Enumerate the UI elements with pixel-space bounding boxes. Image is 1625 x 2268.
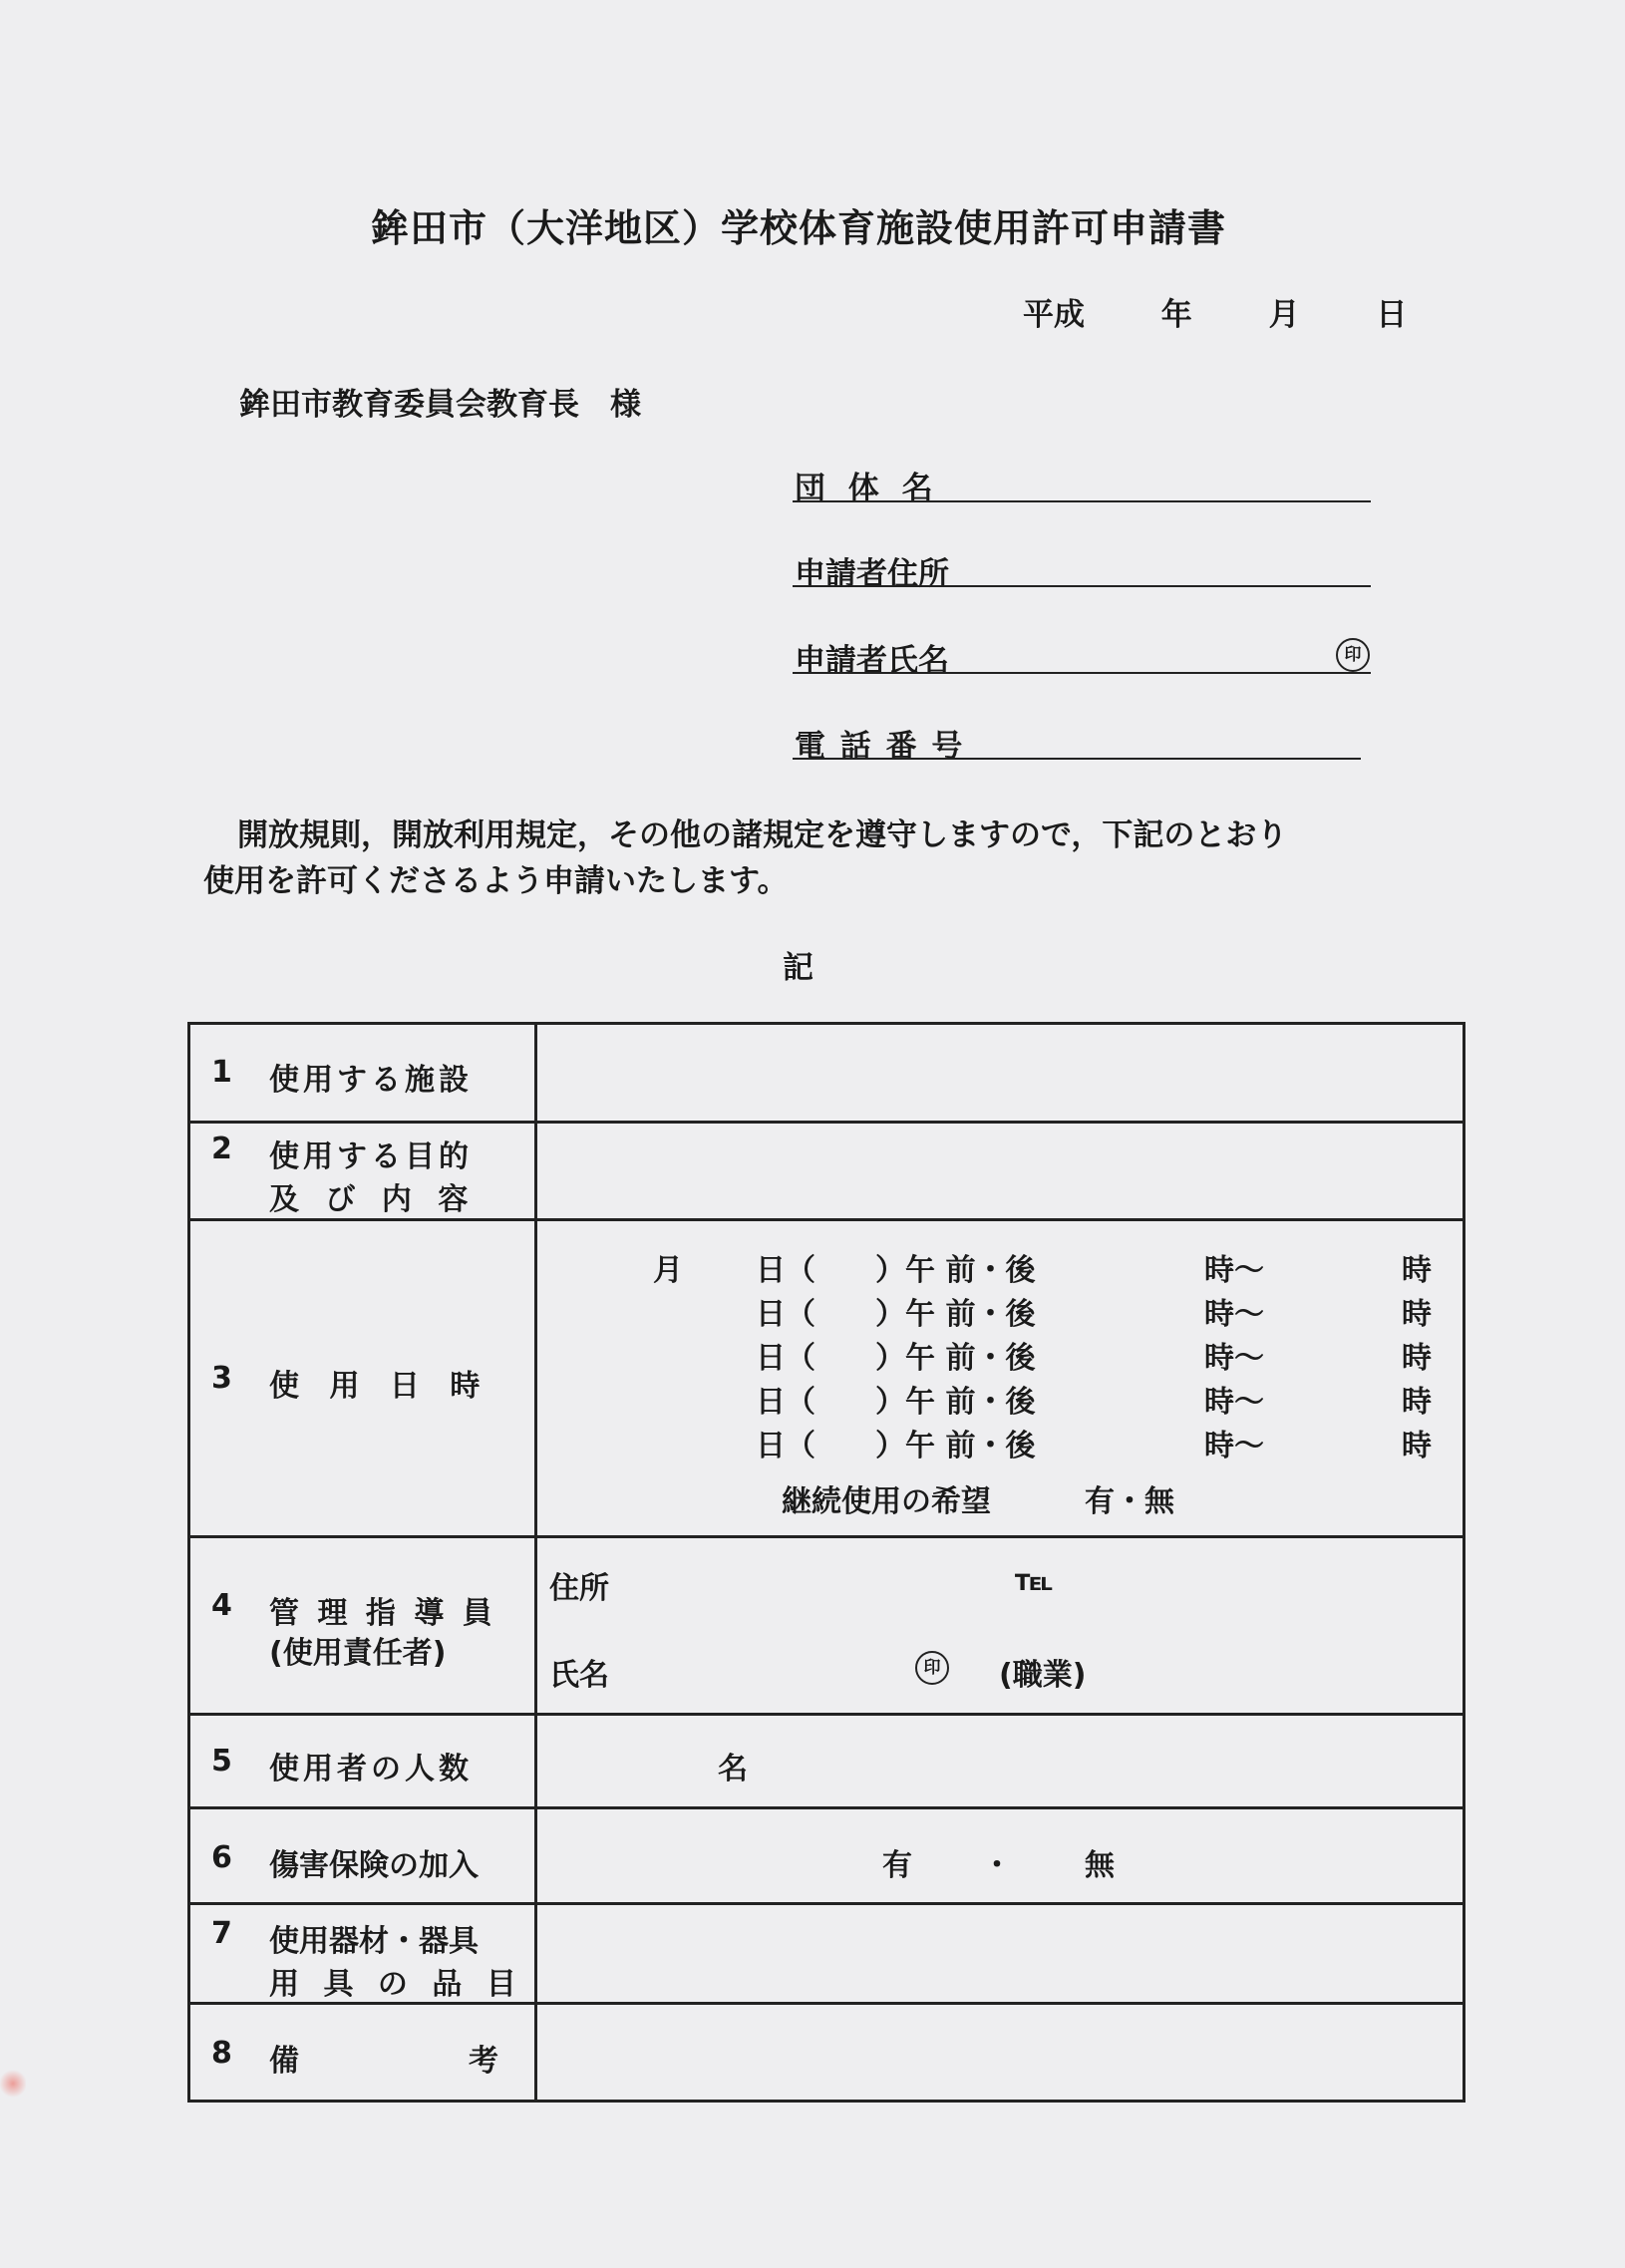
- table-rule: [187, 1902, 1465, 1905]
- day-paren: 日（ ）: [756, 1429, 905, 1463]
- intro-line-1: 開放規則，開放利用規定，その他の諸規定を遵守しますので，下記のとおり: [237, 817, 1288, 853]
- row-5-number: 5: [211, 1744, 232, 1779]
- phone-label: 電 話 番 号: [795, 729, 965, 765]
- continuous-use-choice[interactable]: 有・無: [1085, 1484, 1174, 1519]
- row-7-label-1: 使用器材・器具: [269, 1924, 479, 1959]
- day-unit: 日: [1376, 297, 1408, 333]
- addressee: 鉾田市教育委員会教育長 様: [239, 387, 641, 423]
- group-name-label: 団 体 名: [795, 471, 939, 506]
- phone-field[interactable]: [793, 758, 1361, 760]
- table-column-divider: [534, 1022, 537, 2103]
- equipment-field[interactable]: [540, 1907, 1458, 1997]
- day-paren: 日（ ）: [756, 1297, 905, 1332]
- row-3-label: 使 用 日 時: [269, 1369, 490, 1404]
- date-line[interactable]: [756, 1377, 1432, 1421]
- row-6-label: 傷害保険の加入: [269, 1848, 479, 1883]
- am-pm: 午 前・後: [905, 1297, 1036, 1332]
- am-pm: 午 前・後: [905, 1253, 1036, 1288]
- row-2-label-2: 及 び 内 容: [269, 1182, 477, 1217]
- row-7-number: 7: [211, 1916, 232, 1951]
- applicant-address-label: 申請者住所: [795, 556, 949, 592]
- group-name-field[interactable]: [793, 500, 1371, 502]
- table-border-left: [187, 1022, 190, 2103]
- from-hour: 時〜: [1204, 1429, 1264, 1463]
- row-1-label: 使用する施設: [269, 1063, 473, 1098]
- date-line[interactable]: [756, 1333, 1432, 1377]
- supervisor-seal-icon: 印: [915, 1651, 949, 1685]
- row-3-number: 3: [211, 1361, 232, 1396]
- table-rule: [187, 1218, 1465, 1221]
- insurance-no[interactable]: 無: [1085, 1848, 1115, 1883]
- row-4-number: 4: [211, 1588, 232, 1623]
- am-pm: 午 前・後: [905, 1385, 1036, 1420]
- era-label: 平成: [1023, 297, 1085, 333]
- year-unit: 年: [1160, 297, 1192, 333]
- purpose-field[interactable]: [540, 1126, 1458, 1215]
- table-rule: [187, 1713, 1465, 1716]
- supervisor-address-label: 住所: [549, 1571, 609, 1606]
- table-rule: [187, 1121, 1465, 1124]
- from-hour: 時〜: [1204, 1341, 1264, 1376]
- occupation-label: (職業): [999, 1658, 1087, 1693]
- row-5-label: 使用者の人数: [269, 1752, 473, 1786]
- month-label: 月: [653, 1253, 683, 1288]
- from-hour: 時〜: [1204, 1253, 1264, 1288]
- to-hour: 時: [1402, 1385, 1432, 1420]
- table-rule: [187, 1022, 1465, 1025]
- row-4-label-1: 管 理 指 導 員: [269, 1596, 496, 1631]
- am-pm: 午 前・後: [905, 1341, 1036, 1376]
- row-4-label-2: (使用責任者): [269, 1636, 447, 1671]
- facility-field[interactable]: [540, 1027, 1458, 1117]
- date-line: [1023, 289, 1407, 334]
- row-7-label-2: 用 具 の 品 目: [269, 1967, 523, 2002]
- applicant-name-label: 申請者氏名: [795, 643, 949, 679]
- month-unit: 月: [1268, 297, 1300, 333]
- row-8-label-left: 備: [269, 2044, 299, 2079]
- continuous-use-label: 継続使用の希望: [782, 1484, 991, 1519]
- form-title: 鉾田市（大洋地区）学校体育施設使用許可申請書: [371, 206, 1227, 250]
- row-2-label-1: 使用する目的: [269, 1139, 473, 1174]
- day-paren: 日（ ）: [756, 1341, 905, 1376]
- to-hour: 時: [1402, 1253, 1432, 1288]
- table-rule: [187, 1806, 1465, 1809]
- to-hour: 時: [1402, 1297, 1432, 1332]
- paper-stain: [0, 2069, 26, 2099]
- table-border-right: [1462, 1022, 1465, 2103]
- to-hour: 時: [1402, 1341, 1432, 1376]
- table-rule: [187, 1535, 1465, 1538]
- user-count-unit: 名: [718, 1752, 748, 1786]
- applicant-address-field[interactable]: [793, 585, 1371, 587]
- ki-heading: 記: [783, 950, 813, 986]
- date-line[interactable]: [756, 1289, 1432, 1333]
- date-line[interactable]: [756, 1245, 1432, 1289]
- from-hour: 時〜: [1204, 1385, 1264, 1420]
- from-hour: 時〜: [1204, 1297, 1264, 1332]
- insurance-yes[interactable]: 有: [882, 1848, 912, 1883]
- supervisor-name-label: 氏名: [549, 1658, 609, 1693]
- day-paren: 日（ ）: [756, 1385, 905, 1420]
- day-paren: 日（ ）: [756, 1253, 905, 1288]
- table-rule: [187, 2100, 1465, 2103]
- row-2-number: 2: [211, 1132, 232, 1166]
- row-6-number: 6: [211, 1840, 232, 1875]
- insurance-separator: ・: [982, 1848, 1012, 1883]
- remarks-field[interactable]: [540, 2007, 1458, 2097]
- applicant-seal-icon: 印: [1336, 638, 1370, 672]
- applicant-name-field[interactable]: [793, 672, 1371, 674]
- intro-line-2: 使用を許可くださるよう申請いたします。: [203, 863, 789, 899]
- date-line[interactable]: [756, 1421, 1432, 1464]
- row-8-label-right: 考: [469, 2044, 498, 2079]
- row-1-number: 1: [211, 1055, 232, 1090]
- phone-icon: ℡: [1015, 1563, 1054, 1598]
- am-pm: 午 前・後: [905, 1429, 1036, 1463]
- row-8-number: 8: [211, 2036, 232, 2071]
- to-hour: 時: [1402, 1429, 1432, 1463]
